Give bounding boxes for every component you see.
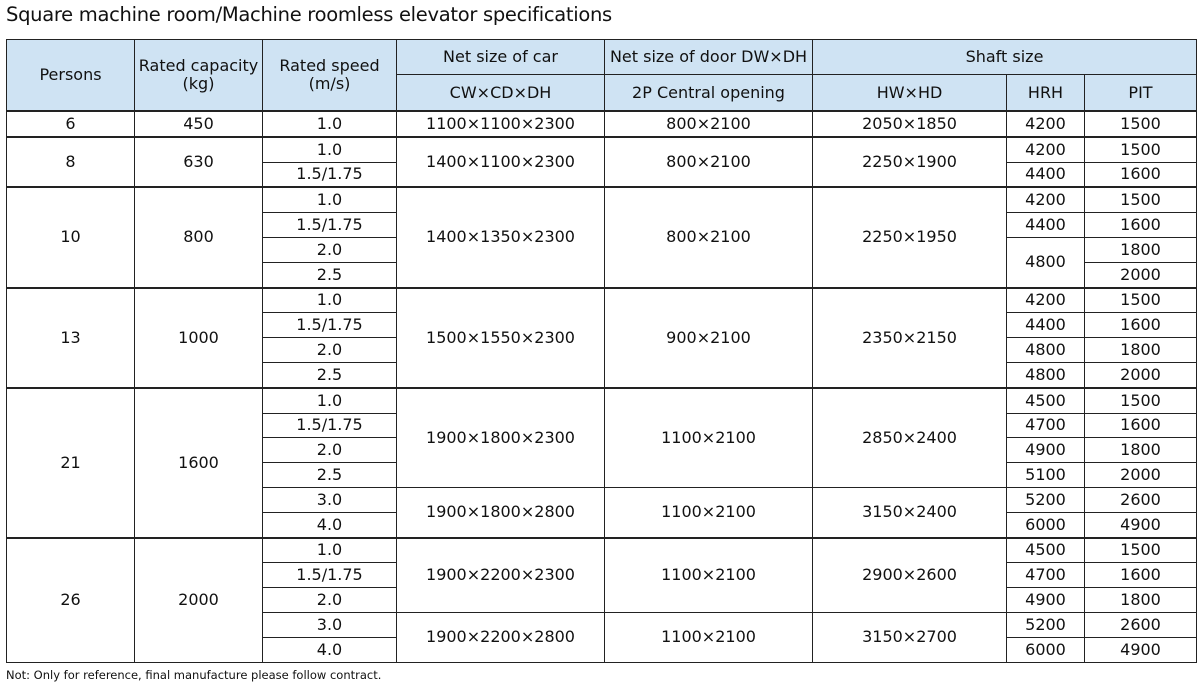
door-size-cell: 800×2100 (605, 111, 813, 137)
header-rated-capacity: Rated capacity (kg) (135, 40, 263, 112)
persons-cell: 21 (7, 388, 135, 538)
hrh-cell: 4800 (1007, 237, 1085, 287)
header-persons: Persons (7, 40, 135, 112)
speed-cell: 2.0 (263, 237, 397, 262)
door-size-cell: 1100×2100 (605, 487, 813, 537)
speed-cell: 2.5 (263, 262, 397, 287)
header-rated-speed: Rated speed (m/s) (263, 40, 397, 112)
shaft-hwhd-cell: 2850×2400 (813, 388, 1007, 488)
speed-cell: 2.5 (263, 362, 397, 387)
pit-cell: 2600 (1085, 487, 1197, 512)
door-size-cell: 1100×2100 (605, 388, 813, 488)
pit-cell: 1500 (1085, 538, 1197, 563)
table-row (7, 111, 1197, 137)
pit-cell: 1800 (1085, 237, 1197, 262)
shaft-hwhd-cell: 3150×2400 (813, 487, 1007, 537)
hrh-cell: 4500 (1007, 388, 1085, 413)
pit-cell: 1600 (1085, 162, 1197, 187)
car-size-cell: 1400×1100×2300 (397, 137, 605, 188)
table-body (7, 111, 1197, 662)
speed-cell: 1.5/1.75 (263, 313, 397, 338)
speed-cell: 1.0 (263, 288, 397, 313)
persons-cell: 10 (7, 187, 135, 287)
pit-cell: 1600 (1085, 213, 1197, 238)
header-net-size-door: Net size of door DW×DH (605, 40, 813, 75)
persons-cell: 13 (7, 288, 135, 388)
speed-cell: 1.5/1.75 (263, 213, 397, 238)
speed-cell: 1.0 (263, 111, 397, 137)
hrh-cell: 6000 (1007, 637, 1085, 662)
capacity-cell: 1000 (135, 288, 263, 388)
hrh-cell: 4700 (1007, 563, 1085, 588)
speed-cell: 1.5/1.75 (263, 563, 397, 588)
pit-cell: 1800 (1085, 338, 1197, 363)
table-row (7, 137, 1197, 162)
hrh-cell: 4400 (1007, 162, 1085, 187)
speed-cell: 3.0 (263, 487, 397, 512)
pit-cell: 1500 (1085, 111, 1197, 137)
hrh-cell: 4200 (1007, 187, 1085, 212)
pit-cell: 1500 (1085, 388, 1197, 413)
persons-cell: 6 (7, 111, 135, 137)
shaft-hwhd-cell: 2250×1900 (813, 137, 1007, 188)
door-size-cell: 800×2100 (605, 137, 813, 188)
table-row (7, 388, 1197, 413)
shaft-hwhd-cell: 2900×2600 (813, 538, 1007, 613)
hrh-cell: 4900 (1007, 438, 1085, 463)
hrh-cell: 4200 (1007, 288, 1085, 313)
hrh-cell: 4200 (1007, 111, 1085, 137)
elevator-spec-table (6, 39, 1197, 663)
hrh-cell: 4800 (1007, 362, 1085, 387)
shaft-hwhd-cell: 3150×2700 (813, 612, 1007, 662)
pit-cell: 1500 (1085, 187, 1197, 212)
speed-cell: 1.5/1.75 (263, 413, 397, 438)
header-pit: PIT (1085, 75, 1197, 112)
page-title: Square machine room/Machine roomless elevator specifications (6, 3, 612, 26)
pit-cell: 2000 (1085, 262, 1197, 287)
speed-cell: 2.0 (263, 338, 397, 363)
persons-cell: 8 (7, 137, 135, 188)
table-row (7, 187, 1197, 212)
car-size-cell: 1500×1550×2300 (397, 288, 605, 388)
hrh-cell: 4800 (1007, 338, 1085, 363)
car-size-cell: 1900×2200×2300 (397, 538, 605, 613)
shaft-hwhd-cell: 2350×2150 (813, 288, 1007, 388)
header-net-size-car: Net size of car (397, 40, 605, 75)
hrh-cell: 4900 (1007, 588, 1085, 613)
pit-cell: 2000 (1085, 362, 1197, 387)
shaft-hwhd-cell: 2250×1950 (813, 187, 1007, 287)
speed-cell: 1.5/1.75 (263, 162, 397, 187)
persons-cell: 26 (7, 538, 135, 662)
capacity-cell: 800 (135, 187, 263, 287)
hrh-cell: 4500 (1007, 538, 1085, 563)
pit-cell: 1500 (1085, 137, 1197, 162)
table-row (7, 288, 1197, 313)
header-shaft-size: Shaft size (813, 40, 1197, 75)
hrh-cell: 6000 (1007, 512, 1085, 537)
pit-cell: 1800 (1085, 438, 1197, 463)
speed-cell: 2.0 (263, 438, 397, 463)
hrh-cell: 5200 (1007, 487, 1085, 512)
header-car-dims: CW×CD×DH (397, 75, 605, 112)
hrh-cell: 4400 (1007, 313, 1085, 338)
door-size-cell: 1100×2100 (605, 612, 813, 662)
capacity-cell: 2000 (135, 538, 263, 662)
pit-cell: 2600 (1085, 612, 1197, 637)
pit-cell: 1600 (1085, 313, 1197, 338)
speed-cell: 1.0 (263, 538, 397, 563)
speed-cell: 3.0 (263, 612, 397, 637)
hrh-cell: 5200 (1007, 612, 1085, 637)
hrh-cell: 4400 (1007, 213, 1085, 238)
door-size-cell: 900×2100 (605, 288, 813, 388)
pit-cell: 1800 (1085, 588, 1197, 613)
car-size-cell: 1400×1350×2300 (397, 187, 605, 287)
speed-cell: 4.0 (263, 637, 397, 662)
hrh-cell: 4700 (1007, 413, 1085, 438)
pit-cell: 4900 (1085, 637, 1197, 662)
capacity-cell: 450 (135, 111, 263, 137)
door-size-cell: 800×2100 (605, 187, 813, 287)
hrh-cell: 4200 (1007, 137, 1085, 162)
car-size-cell: 1900×1800×2300 (397, 388, 605, 488)
pit-cell: 4900 (1085, 512, 1197, 537)
header-hrh: HRH (1007, 75, 1085, 112)
shaft-hwhd-cell: 2050×1850 (813, 111, 1007, 137)
speed-cell: 1.0 (263, 187, 397, 212)
car-size-cell: 1900×1800×2800 (397, 487, 605, 537)
speed-cell: 4.0 (263, 512, 397, 537)
pit-cell: 1500 (1085, 288, 1197, 313)
speed-cell: 2.0 (263, 588, 397, 613)
car-size-cell: 1900×2200×2800 (397, 612, 605, 662)
speed-cell: 1.0 (263, 137, 397, 162)
header-door-opening: 2P Central opening (605, 75, 813, 112)
door-size-cell: 1100×2100 (605, 538, 813, 613)
capacity-cell: 1600 (135, 388, 263, 538)
speed-cell: 2.5 (263, 463, 397, 488)
header-hw-hd: HW×HD (813, 75, 1007, 112)
pit-cell: 2000 (1085, 463, 1197, 488)
table-row (7, 538, 1197, 563)
capacity-cell: 630 (135, 137, 263, 188)
footnote: Not: Only for reference, final manufacture please follow contract. (6, 668, 382, 682)
speed-cell: 1.0 (263, 388, 397, 413)
pit-cell: 1600 (1085, 563, 1197, 588)
pit-cell: 1600 (1085, 413, 1197, 438)
car-size-cell: 1100×1100×2300 (397, 111, 605, 137)
hrh-cell: 5100 (1007, 463, 1085, 488)
